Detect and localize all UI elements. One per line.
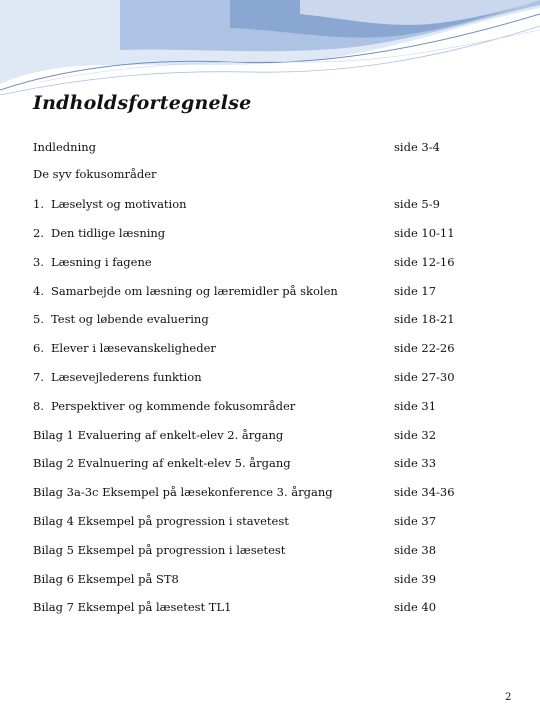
toc-entry-page: side 34-36 — [394, 485, 455, 499]
toc-entry-page: side 12-16 — [394, 255, 455, 269]
toc-entry-focus-6[interactable] — [33, 339, 493, 357]
toc-entry-page: side 22-26 — [394, 341, 455, 355]
toc-entry-focus-3[interactable] — [33, 253, 493, 271]
toc-entry-focus-5[interactable] — [33, 310, 493, 328]
toc-entry-label: Bilag 1 Evaluering af enkelt-elev 2. årgang — [33, 428, 284, 442]
toc-entry-page: side 32 — [394, 428, 437, 442]
toc-entry-number: 4. — [33, 284, 44, 298]
page-number: 2 — [505, 692, 512, 703]
toc-entry-focus-7[interactable] — [33, 368, 493, 386]
toc-entry-label: Bilag 5 Eksempel på progression i læsetest — [33, 543, 286, 557]
toc-entry-number: 2. — [33, 226, 44, 240]
toc-entry-appendix-7[interactable] — [33, 598, 493, 616]
toc-entry-label: Bilag 3a-3c Eksempel på læsekonference 3. årgang — [33, 485, 333, 499]
toc-entry-label: Læsevejlederens funktion — [51, 370, 202, 384]
toc-entry-label: Indledning — [33, 140, 97, 154]
toc-entry-appendix-5[interactable] — [33, 541, 493, 559]
toc-entry-page: side 31 — [394, 399, 437, 413]
toc-entry-label: Læsning i fagene — [51, 255, 152, 269]
toc-entry-focus-2[interactable] — [33, 224, 493, 242]
toc-entry-number: 1. — [33, 197, 44, 211]
page-title: Indholdsfortegnelse — [33, 92, 252, 114]
toc-entry-appendix-2[interactable] — [33, 454, 493, 472]
toc-entry-appendix-4[interactable] — [33, 512, 493, 530]
decorative-wave-header — [0, 0, 540, 95]
toc-entry-label: Elever i læsevanskeligheder — [51, 341, 216, 355]
toc-section-heading: De syv fokusområder — [33, 167, 157, 181]
toc-entry-intro[interactable] — [33, 138, 493, 156]
toc-entry-appendix-3[interactable] — [33, 483, 493, 501]
toc-entry-page: side 10-11 — [394, 226, 455, 240]
toc-entry-appendix-1[interactable] — [33, 426, 493, 444]
toc-entry-label: Den tidlige læsning — [51, 226, 166, 240]
toc-entry-label: Perspektiver og kommende fokusområder — [51, 399, 296, 413]
toc-entry-focus-8[interactable] — [33, 397, 493, 415]
toc-entry-page: side 39 — [394, 572, 437, 586]
toc-entry-page: side 40 — [394, 600, 437, 614]
toc-entry-page: side 37 — [394, 514, 437, 528]
toc-entry-page: side 5-9 — [394, 197, 440, 211]
toc-entry-page: side 3-4 — [394, 140, 440, 154]
toc-entry-number: 3. — [33, 255, 44, 269]
toc-entry-appendix-6[interactable] — [33, 570, 493, 588]
toc-entry-number: 5. — [33, 312, 44, 326]
toc-entry-number: 7. — [33, 370, 44, 384]
toc-entry-number: 8. — [33, 399, 44, 413]
toc-entry-label: Bilag 6 Eksempel på ST8 — [33, 572, 179, 586]
toc-entry-label: Bilag 4 Eksempel på progression i stavetest — [33, 514, 289, 528]
toc-entry-page: side 17 — [394, 284, 437, 298]
toc-entry-label: Test og løbende evaluering — [51, 312, 209, 326]
toc-entry-focus-4[interactable] — [33, 282, 493, 300]
toc-entry-page: side 27-30 — [394, 370, 455, 384]
toc-entry-label: Læselyst og motivation — [51, 197, 187, 211]
toc-entry-page: side 33 — [394, 456, 437, 470]
toc-entry-number: 6. — [33, 341, 44, 355]
toc-entry-page: side 18-21 — [394, 312, 455, 326]
toc-entry-focus-1[interactable] — [33, 195, 493, 213]
toc-entry-label: Bilag 7 Eksempel på læsetest TL1 — [33, 600, 232, 614]
toc-entry-label: Samarbejde om læsning og læremidler på skolen — [51, 284, 338, 298]
toc-entry-page: side 38 — [394, 543, 437, 557]
toc-entry-label: Bilag 2 Evalnuering af enkelt-elev 5. årgang — [33, 456, 291, 470]
